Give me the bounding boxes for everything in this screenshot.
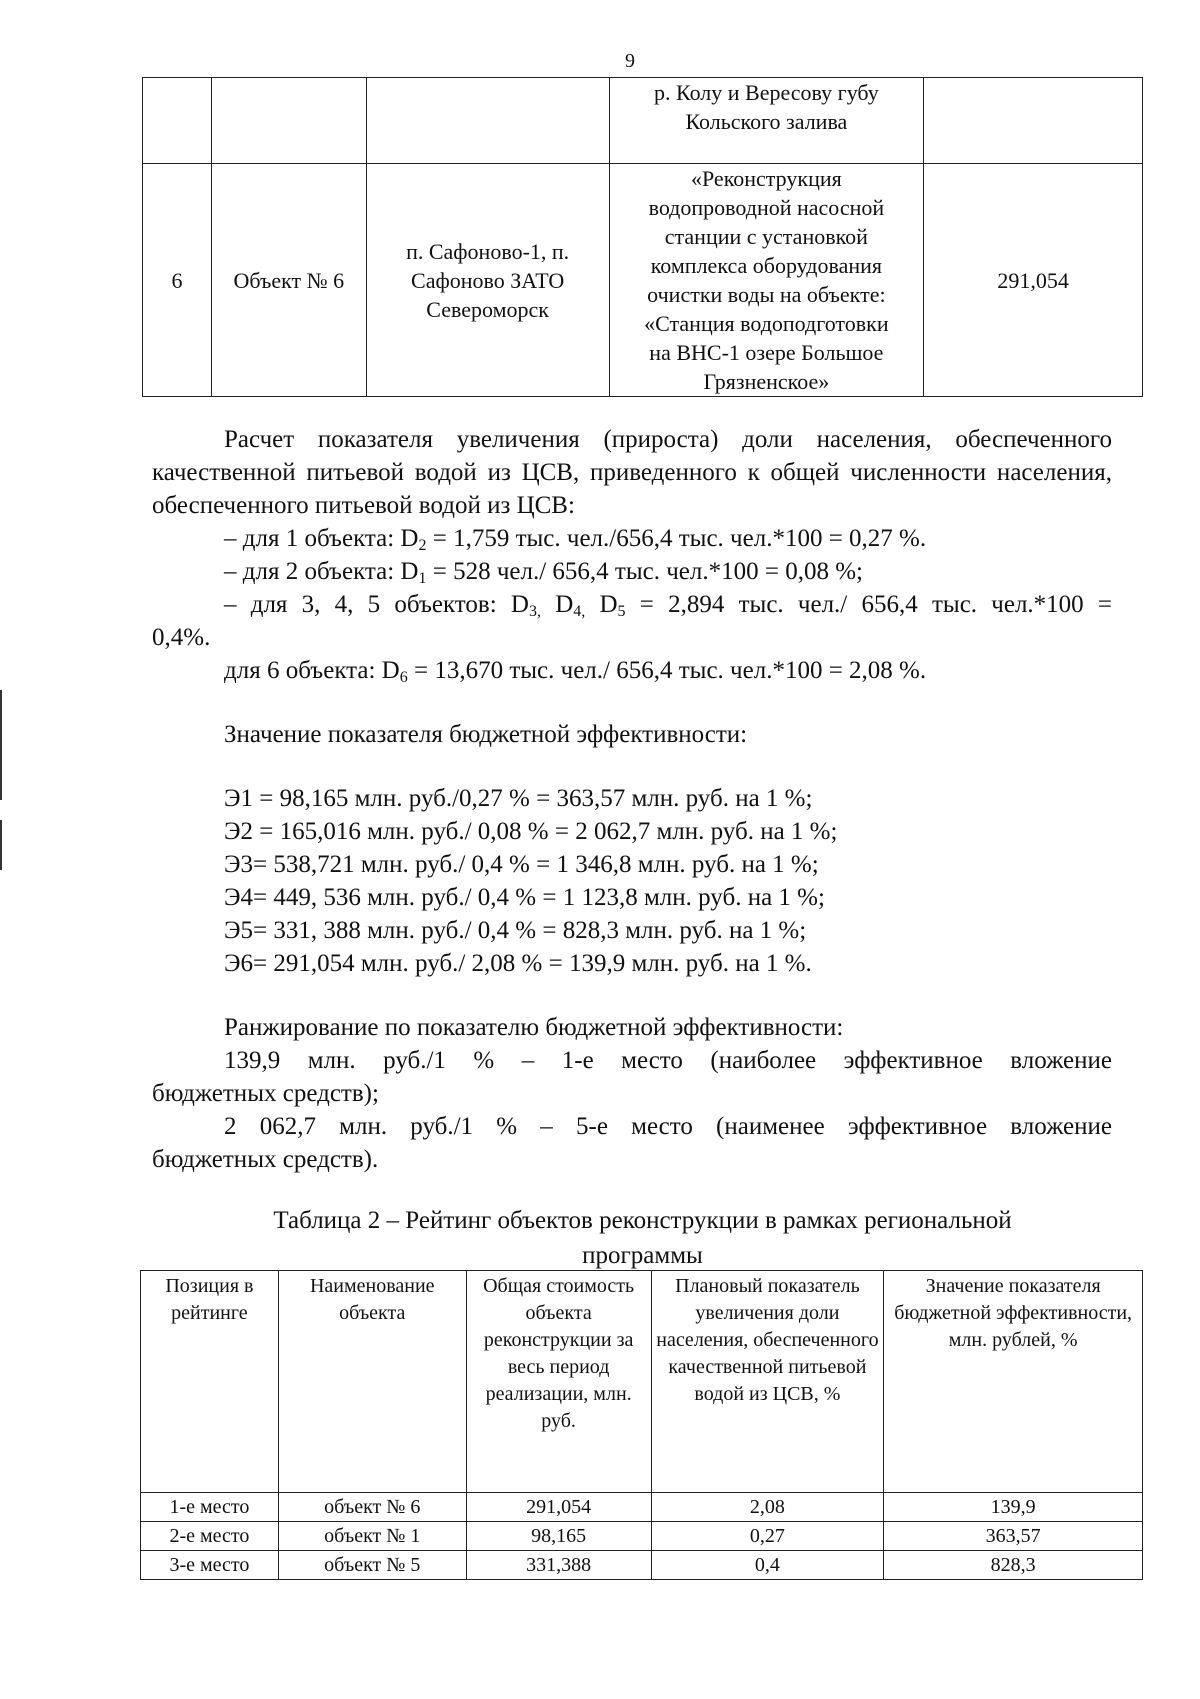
efficiency-line: Э6= 291,054 млн. руб./ 2,08 % = 139,9 млн. руб. на 1 %. bbox=[224, 950, 812, 977]
text-line: «Станция водоподготовки bbox=[644, 311, 889, 336]
text-line: Сафоново ЗАТО bbox=[411, 267, 565, 293]
cell-num: 6 bbox=[143, 164, 212, 397]
subscript: 3, bbox=[528, 603, 541, 620]
cell-object: объект № 1 bbox=[278, 1522, 466, 1551]
calc-line-object-6 bbox=[224, 654, 926, 687]
calc-line-objects-3-5-cont: 0,4%. bbox=[152, 624, 211, 651]
text: = 528 чел./ 656,4 тыс. чел.*100 = 0,08 %; bbox=[426, 558, 863, 585]
cell-object: Объект № 6 bbox=[211, 164, 366, 397]
calculation-intro: Расчет показателя увеличения (прироста) доли населения, обеспеченного качественной питьевой водой из ЦСВ, приведенного к общей численности населения, обеспеченного питьевой водой из ЦСВ: bbox=[152, 426, 1112, 519]
subscript: 4, bbox=[573, 603, 586, 620]
table-row bbox=[143, 164, 1143, 397]
rating-table bbox=[140, 1270, 1143, 1580]
text: D bbox=[540, 591, 574, 618]
caption-line: Таблица 2 – Рейтинг объектов реконструкции в рамках региональной bbox=[273, 1207, 1012, 1234]
cell-position: 3-е место bbox=[141, 1551, 279, 1580]
ranking-heading: Ранжирование по показателю бюджетной эффективности: bbox=[224, 1014, 844, 1041]
calc-line-objects-3-5 bbox=[224, 588, 1112, 621]
cell-object: объект № 5 bbox=[278, 1551, 466, 1580]
ranking-last-cont: бюджетных средств). bbox=[152, 1146, 379, 1173]
header-efficiency: Значение показателя бюджетной эффективности, млн. рублей, % bbox=[884, 1271, 1143, 1493]
cell-cost: 291,054 bbox=[924, 164, 1143, 397]
header-position: Позиция в рейтинге bbox=[141, 1271, 279, 1493]
text: = 1,759 тыс. чел./656,4 тыс. чел.*100 = 0,27 %. bbox=[426, 525, 927, 552]
text-line: станции с установкой bbox=[664, 224, 868, 249]
table-row bbox=[143, 78, 1143, 164]
efficiency-line: Э2 = 165,016 млн. руб./ 0,08 % = 2 062,7 млн. руб. на 1 %; bbox=[224, 818, 838, 845]
cell-location bbox=[366, 78, 609, 164]
objects-table-continuation bbox=[142, 77, 1143, 397]
text: = 13,670 тыс. чел./ 656,4 тыс. чел.*100 = 2,08 %. bbox=[407, 657, 927, 684]
efficiency-heading: Значение показателя бюджетной эффективности: bbox=[224, 721, 748, 748]
efficiency-line: Э5= 331, 388 млн. руб./ 0,4 % = 828,3 млн. руб. на 1 %; bbox=[224, 917, 807, 944]
cell-cost: 331,388 bbox=[466, 1551, 651, 1580]
cell-indicator: 0,4 bbox=[651, 1551, 884, 1580]
text-line: на ВНС-1 озере Большое bbox=[649, 340, 884, 365]
cell-num bbox=[143, 78, 212, 164]
ranking-last: 2 062,7 млн. руб./1 % – 5-е место (наименее эффективное вложение bbox=[224, 1113, 1112, 1140]
text: – для 1 объекта: D bbox=[224, 525, 419, 552]
text-line: р. Колу и Вересову губу bbox=[653, 80, 879, 105]
caption-line: программы bbox=[582, 1242, 703, 1269]
cell-location bbox=[366, 164, 609, 397]
cell-cost bbox=[924, 78, 1143, 164]
text-line: очистки воды на объекте: bbox=[647, 282, 886, 307]
table-header-row bbox=[141, 1271, 1143, 1493]
efficiency-line: Э4= 449, 536 млн. руб./ 0,4 % = 1 123,8 млн. руб. на 1 %; bbox=[224, 884, 825, 911]
text: для 6 объекта: D bbox=[224, 657, 400, 684]
subscript: 1 bbox=[418, 570, 427, 587]
page-number: 9 bbox=[625, 50, 635, 72]
table2-caption bbox=[142, 1203, 1143, 1273]
cell-description bbox=[609, 164, 924, 397]
header-planned-indicator: Плановый показатель увеличения доли населения, обеспеченного качественной питьевой водой из ЦСВ, % bbox=[651, 1271, 884, 1493]
table-row bbox=[141, 1493, 1143, 1522]
header-total-cost: Общая стоимость объекта реконструкции за весь период реализации, млн. руб. bbox=[466, 1271, 651, 1493]
table-row bbox=[141, 1551, 1143, 1580]
text-line: водопроводной насосной bbox=[648, 195, 885, 220]
efficiency-line: Э3= 538,721 млн. руб./ 0,4 % = 1 346,8 млн. руб. на 1 %; bbox=[224, 851, 819, 878]
cell-position: 1-е место bbox=[141, 1493, 279, 1522]
efficiency-line: Э1 = 98,165 млн. руб./0,27 % = 363,57 млн. руб. на 1 %; bbox=[224, 785, 813, 812]
cell-cost: 98,165 bbox=[466, 1522, 651, 1551]
table-row bbox=[141, 1522, 1143, 1551]
calc-line-object-1 bbox=[224, 522, 926, 555]
subscript: 6 bbox=[399, 669, 408, 686]
cell-indicator: 0,27 bbox=[651, 1522, 884, 1551]
cell-cost: 291,054 bbox=[466, 1493, 651, 1522]
text-line: «Реконструкция bbox=[690, 166, 842, 191]
cell-efficiency: 139,9 bbox=[884, 1493, 1143, 1522]
cell-description bbox=[609, 78, 924, 164]
text-line: Грязненское» bbox=[703, 369, 830, 394]
scan-mark bbox=[0, 690, 2, 800]
ranking-first: 139,9 млн. руб./1 % – 1-е место (наиболее эффективное вложение bbox=[224, 1047, 1112, 1074]
subscript: 5 bbox=[617, 603, 626, 620]
text-line: п. Сафоново-1, п. bbox=[406, 238, 570, 264]
text: D bbox=[585, 591, 618, 618]
header-object-name: Наименование объекта bbox=[278, 1271, 466, 1493]
text: = 2,894 тыс. чел./ 656,4 тыс. чел.*100 = bbox=[625, 591, 1113, 618]
cell-indicator: 2,08 bbox=[651, 1493, 884, 1522]
text: – для 2 объекта: D bbox=[224, 558, 419, 585]
scan-mark bbox=[0, 820, 2, 870]
ranking-first-cont: бюджетных средств); bbox=[152, 1080, 379, 1107]
cell-object bbox=[211, 78, 366, 164]
cell-efficiency: 828,3 bbox=[884, 1551, 1143, 1580]
text-line: Кольского залива bbox=[685, 109, 848, 134]
cell-object: объект № 6 bbox=[278, 1493, 466, 1522]
subscript: 2 bbox=[418, 537, 427, 554]
text-line: Североморск bbox=[426, 296, 549, 322]
text: – для 3, 4, 5 объектов: D bbox=[224, 591, 529, 618]
cell-efficiency: 363,57 bbox=[884, 1522, 1143, 1551]
text-line: комплекса оборудования bbox=[650, 253, 883, 278]
cell-position: 2-е место bbox=[141, 1522, 279, 1551]
calc-line-object-2 bbox=[224, 555, 863, 588]
